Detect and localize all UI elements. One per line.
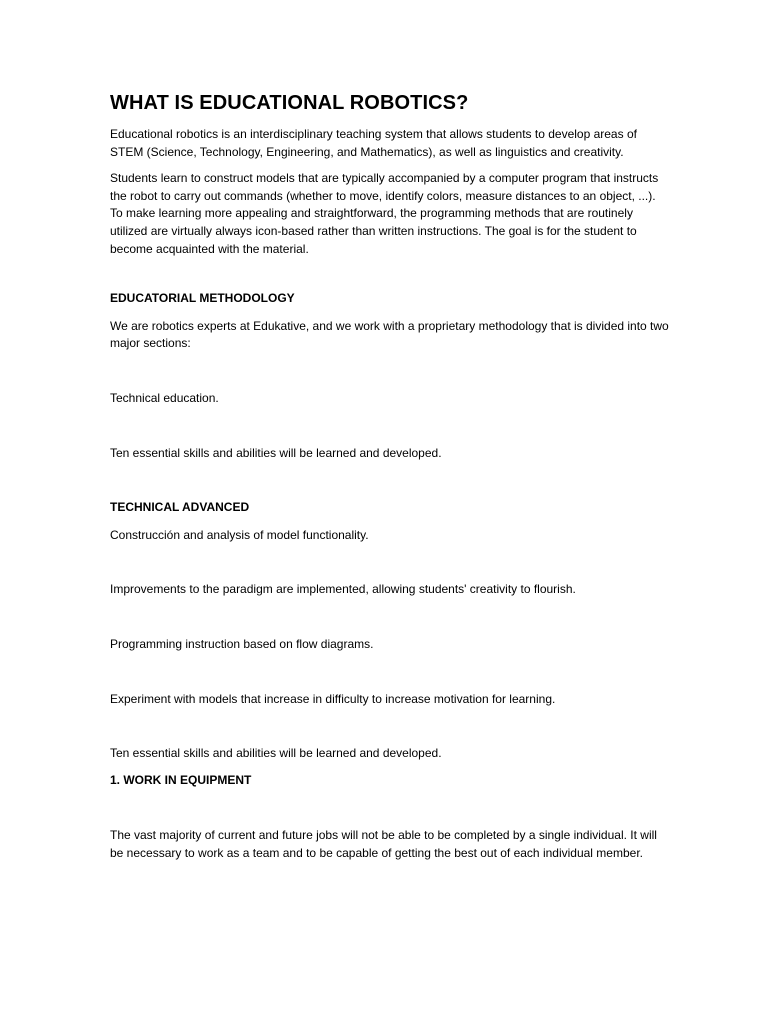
technical-heading: TECHNICAL ADVANCED bbox=[110, 500, 250, 515]
equipment-heading: 1. WORK IN EQUIPMENT bbox=[110, 772, 252, 787]
methodology-section-technical: Technical education. bbox=[110, 390, 219, 405]
equipment-paragraph: The vast majority of current and future jobs will not be able to be completed by a single individual. It will be necessary to work as a team and to be capable of getting the best out of each individual member. bbox=[110, 828, 657, 860]
technical-item: Construcción and analysis of model functionality. bbox=[110, 527, 369, 542]
page-title: WHAT IS EDUCATIONAL ROBOTICS? bbox=[110, 92, 469, 114]
document-body bbox=[110, 90, 670, 862]
intro-paragraph-2: Students learn to construct models that are typically accompanied by a computer program that instructs the robot to carry out commands (whether to move, identify colors, measure distances to an object, ...). To make learning more appealing and straightforward, the programming methods that are routinely utilized are virtually always icon-based rather than written instructions. The goal is for the student to become acquainted with the material. bbox=[110, 171, 659, 256]
technical-skills-line: Ten essential skills and abilities will be learned and developed. bbox=[110, 746, 442, 761]
methodology-intro: We are robotics experts at Edukative, and we work with a proprietary methodology that is divided into two major sections: bbox=[110, 318, 669, 351]
technical-item: Experiment with models that increase in difficulty to increase motivation for learning. bbox=[110, 691, 556, 706]
intro-paragraph-1: Educational robotics is an interdisciplinary teaching system that allows students to develop areas of STEM (Science, Technology, Engineering, and Mathematics), as well as linguistics and creativity. bbox=[110, 127, 637, 159]
technical-item: Programming instruction based on flow diagrams. bbox=[110, 636, 374, 651]
technical-item: Improvements to the paradigm are implemented, allowing students' creativity to flourish. bbox=[110, 582, 576, 597]
methodology-section-skills: Ten essential skills and abilities will be learned and developed. bbox=[110, 445, 442, 460]
methodology-heading: EDUCATORIAL METHODOLOGY bbox=[110, 291, 295, 306]
